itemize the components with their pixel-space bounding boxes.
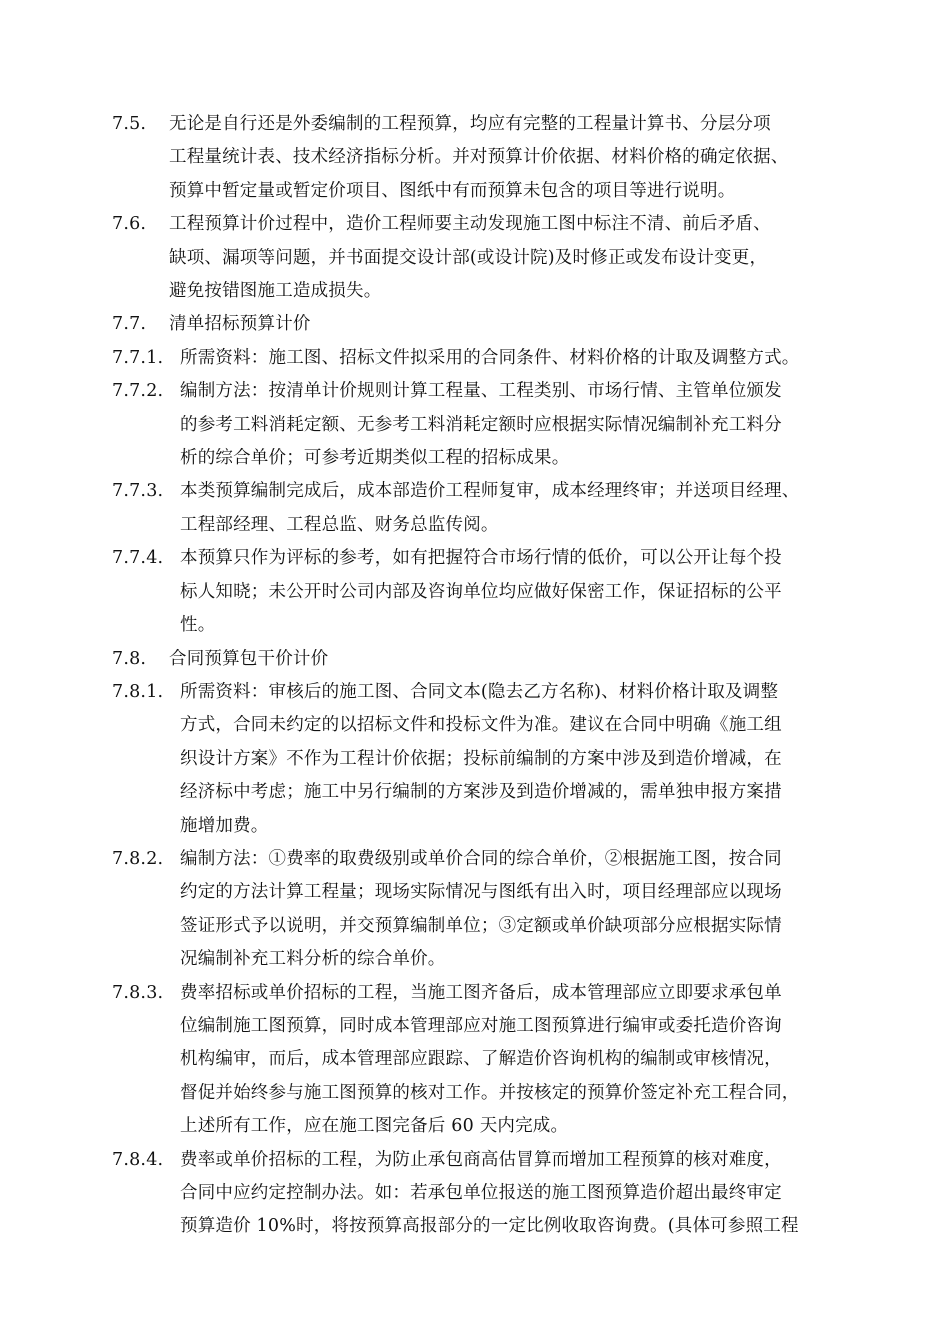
- clause-number: 7.7.2.: [112, 381, 164, 402]
- clause-item: [112, 208, 852, 308]
- text-line: 约定的方法计算工程量；现场实际情况与图纸有出入时，项目经理部应以现场: [180, 882, 782, 903]
- clause-item: [112, 1144, 852, 1244]
- text-line: 编制方法：①费率的取费级别或单价合同的综合单价，②根据施工图，按合同: [180, 848, 782, 869]
- text-line: 避免按错图施工造成损失。: [169, 281, 382, 302]
- text-line: 析的综合单价；可参考近期类似工程的招标成果。: [180, 448, 570, 469]
- clause-number: 7.8.3.: [112, 982, 164, 1003]
- text-line: 预算中暂定量或暂定价项目、图纸中有而预算未包含的项目等进行说明。: [169, 180, 736, 201]
- text-line: 所需资料：施工图、招标文件拟采用的合同条件、材料价格的计取及调整方式。: [180, 347, 800, 368]
- clause-text: [112, 375, 852, 475]
- clause-number: 7.8.2.: [112, 848, 164, 869]
- text-line: 清单招标预算计价: [169, 314, 311, 335]
- text-line: 位编制施工图预算，同时成本管理部应对施工图预算进行编审或委托造价咨询: [180, 1015, 782, 1036]
- text-line: 无论是自行还是外委编制的工程预算，均应有完整的工程量计算书、分层分项: [169, 114, 771, 134]
- clause-item: [112, 542, 852, 642]
- clause-text: [112, 208, 852, 308]
- text-line: 的参考工料消耗定额、无参考工料消耗定额时应根据实际情况编制补充工料分: [180, 414, 782, 435]
- clause-item: [112, 308, 852, 341]
- clause-number: 7.8.4.: [112, 1149, 164, 1170]
- text-line: 费率或单价招标的工程，为防止承包商高估冒算而增加工程预算的核对难度，: [180, 1149, 782, 1170]
- text-line: 上述所有工作，应在施工图完备后 60 天内完成。: [180, 1116, 569, 1137]
- text-line: 方式，合同未约定的以招标文件和投标文件为准。建议在合同中明确《施工组: [180, 715, 782, 736]
- clause-text: [112, 342, 852, 375]
- clause-text: [112, 643, 852, 676]
- clause-item: [112, 108, 852, 208]
- text-line: 工程量统计表、技术经济指标分析。并对预算计价依据、材料价格的确定依据、: [169, 147, 789, 168]
- text-line: 经济标中考虑；施工中另行编制的方案涉及到造价增减的，需单独申报方案措: [180, 782, 782, 803]
- text-line: 性。: [180, 615, 216, 636]
- clause-number: 7.7.: [112, 314, 147, 335]
- clause-text: [112, 542, 852, 642]
- text-line: 费率招标或单价招标的工程，当施工图齐备后，成本管理部应立即要求承包单: [180, 982, 782, 1003]
- text-line: 机构编审，而后，成本管理部应跟踪、了解造价咨询机构的编制或审核情况，: [180, 1049, 782, 1070]
- text-line: 本预算只作为评标的参考，如有把握符合市场行情的低价，可以公开让每个投: [180, 548, 782, 569]
- text-line: 合同预算包干价计价: [169, 648, 329, 669]
- text-line: 工程预算计价过程中，造价工程师要主动发现施工图中标注不清、前后矛盾、: [169, 214, 771, 235]
- text-line: 督促并始终参与施工图预算的核对工作。并按核定的预算价签定补充工程合同，: [180, 1082, 800, 1103]
- text-line: 标人知晓；未公开时公司内部及咨询单位均应做好保密工作，保证招标的公平: [180, 581, 782, 602]
- clause-item: [112, 676, 852, 843]
- text-line: 施增加费。: [180, 815, 269, 836]
- clause-text: [112, 1144, 852, 1244]
- text-line: 缺项、漏项等问题，并书面提交设计部(或设计院)及时修正或发布设计变更，: [169, 247, 768, 268]
- clause-number: 7.8.1.: [112, 681, 164, 702]
- clause-item: [112, 475, 852, 542]
- text-line: 况编制补充工料分析的综合单价。: [180, 949, 446, 970]
- clause-text: [112, 977, 852, 1144]
- text-line: 本类预算编制完成后，成本部造价工程师复审，成本经理终审；并送项目经理、: [180, 481, 800, 502]
- clause-number: 7.8.: [112, 648, 147, 669]
- text-line: 合同中应约定控制办法。如：若承包单位报送的施工图预算造价超出最终审定: [180, 1183, 782, 1203]
- clause-item: [112, 375, 852, 475]
- clause-item: [112, 843, 852, 977]
- clause-text: [112, 843, 852, 977]
- clause-number: 7.7.1.: [112, 347, 164, 368]
- clause-item: [112, 342, 852, 375]
- clause-number: 7.7.4.: [112, 548, 164, 569]
- text-line: 工程部经理、工程总监、财务总监传阅。: [180, 514, 499, 535]
- clause-item: [112, 977, 852, 1144]
- clause-text: [112, 475, 852, 542]
- clause-text: [112, 676, 852, 843]
- clause-number: 7.7.3.: [112, 481, 164, 502]
- text-line: 签证形式予以说明，并交预算编制单位；③定额或单价缺项部分应根据实际情: [180, 915, 782, 936]
- text-line: 编制方法：按清单计价规则计算工程量、工程类别、市场行情、主管单位颁发: [180, 381, 782, 402]
- clause-number: 7.5.: [112, 114, 147, 134]
- clause-text: [112, 308, 852, 341]
- text-line: 预算造价 10%时，将按预算高报部分的一定比例收取咨询费。(具体可参照工程: [180, 1216, 799, 1237]
- clause-text: [112, 108, 852, 208]
- text-line: 织设计方案》不作为工程计价依据；投标前编制的方案中涉及到造价增减，在: [180, 748, 782, 769]
- clause-number: 7.6.: [112, 214, 147, 235]
- clause-item: [112, 643, 852, 676]
- text-line: 所需资料：审核后的施工图、合同文本(隐去乙方名称)、材料价格计取及调整: [180, 681, 779, 702]
